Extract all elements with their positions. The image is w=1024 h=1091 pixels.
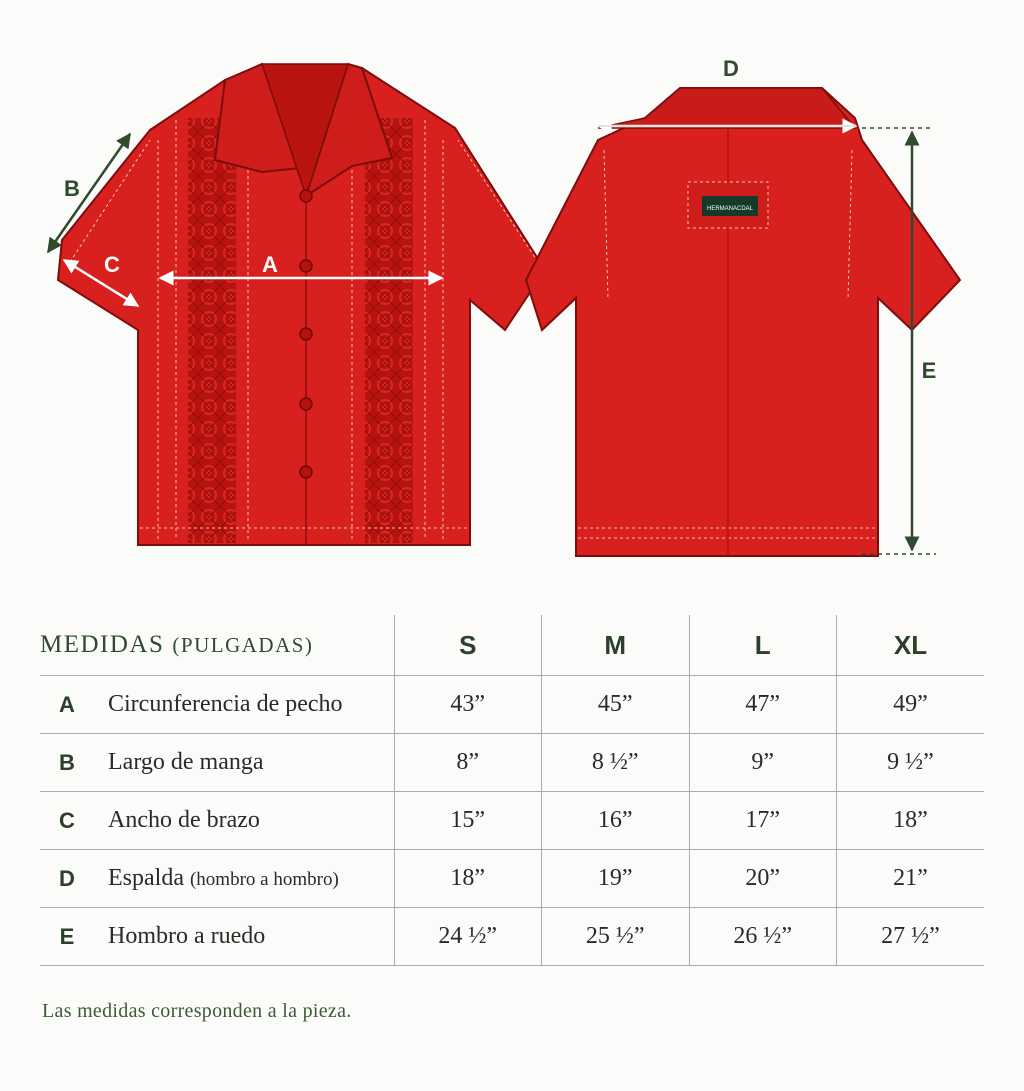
marker-c-label: C — [104, 252, 120, 277]
row-value: 8” — [394, 734, 542, 792]
row-label-sub: (hombro a hombro) — [189, 869, 339, 890]
row-value: 8 ½” — [542, 734, 690, 792]
row-letter: B — [40, 734, 94, 792]
row-label — [94, 850, 394, 908]
size-chart-table — [40, 615, 984, 966]
row-value: 43” — [394, 676, 542, 734]
size-header-xl: XL — [837, 615, 985, 676]
row-label-main: Ancho de brazo — [108, 807, 260, 833]
row-label — [94, 676, 394, 734]
row-label-main: Espalda — [108, 865, 184, 891]
table-row — [40, 792, 984, 850]
marker-a-label: A — [262, 252, 278, 277]
size-header-row — [40, 615, 984, 676]
table-title-unit: (PULGADAS) — [172, 633, 314, 657]
size-header-s: S — [394, 615, 542, 676]
row-label — [94, 734, 394, 792]
row-label-main: Hombro a ruedo — [108, 923, 266, 949]
table-row — [40, 850, 984, 908]
brand-label-text: HERMANACDAL — [706, 206, 754, 212]
row-value: 18” — [394, 850, 542, 908]
row-value: 26 ½” — [689, 908, 837, 966]
row-value: 15” — [394, 792, 542, 850]
row-value: 24 ½” — [394, 908, 542, 966]
size-header-l: L — [689, 615, 837, 676]
table-row — [40, 676, 984, 734]
row-value: 19” — [542, 850, 690, 908]
row-letter: D — [40, 850, 94, 908]
row-value: 18” — [837, 792, 985, 850]
table-row — [40, 734, 984, 792]
row-value: 45” — [542, 676, 690, 734]
row-value: 20” — [689, 850, 837, 908]
marker-e-label: E — [921, 358, 937, 383]
row-value: 17” — [689, 792, 837, 850]
back-shirt — [526, 88, 960, 556]
row-value: 49” — [837, 676, 985, 734]
size-header-m: M — [542, 615, 690, 676]
row-letter: A — [40, 676, 94, 734]
row-value: 25 ½” — [542, 908, 690, 966]
footnote: Las medidas corresponden a la pieza. — [42, 1000, 352, 1022]
row-value: 9” — [689, 734, 837, 792]
row-label-main: Largo de manga — [108, 749, 264, 775]
row-letter: C — [40, 792, 94, 850]
row-letter: E — [40, 908, 94, 966]
row-value: 16” — [542, 792, 690, 850]
marker-d-label: D — [723, 56, 739, 81]
row-value: 9 ½” — [837, 734, 985, 792]
row-label — [94, 908, 394, 966]
row-value: 27 ½” — [837, 908, 985, 966]
marker-b-label: B — [64, 176, 80, 201]
row-label — [94, 792, 394, 850]
front-shirt — [58, 64, 545, 545]
row-label-main: Circunferencia de pecho — [108, 691, 343, 717]
table-title-main: MEDIDAS — [40, 631, 165, 658]
table-title — [40, 615, 394, 676]
table-row — [40, 908, 984, 966]
row-value: 21” — [837, 850, 985, 908]
row-value: 47” — [689, 676, 837, 734]
